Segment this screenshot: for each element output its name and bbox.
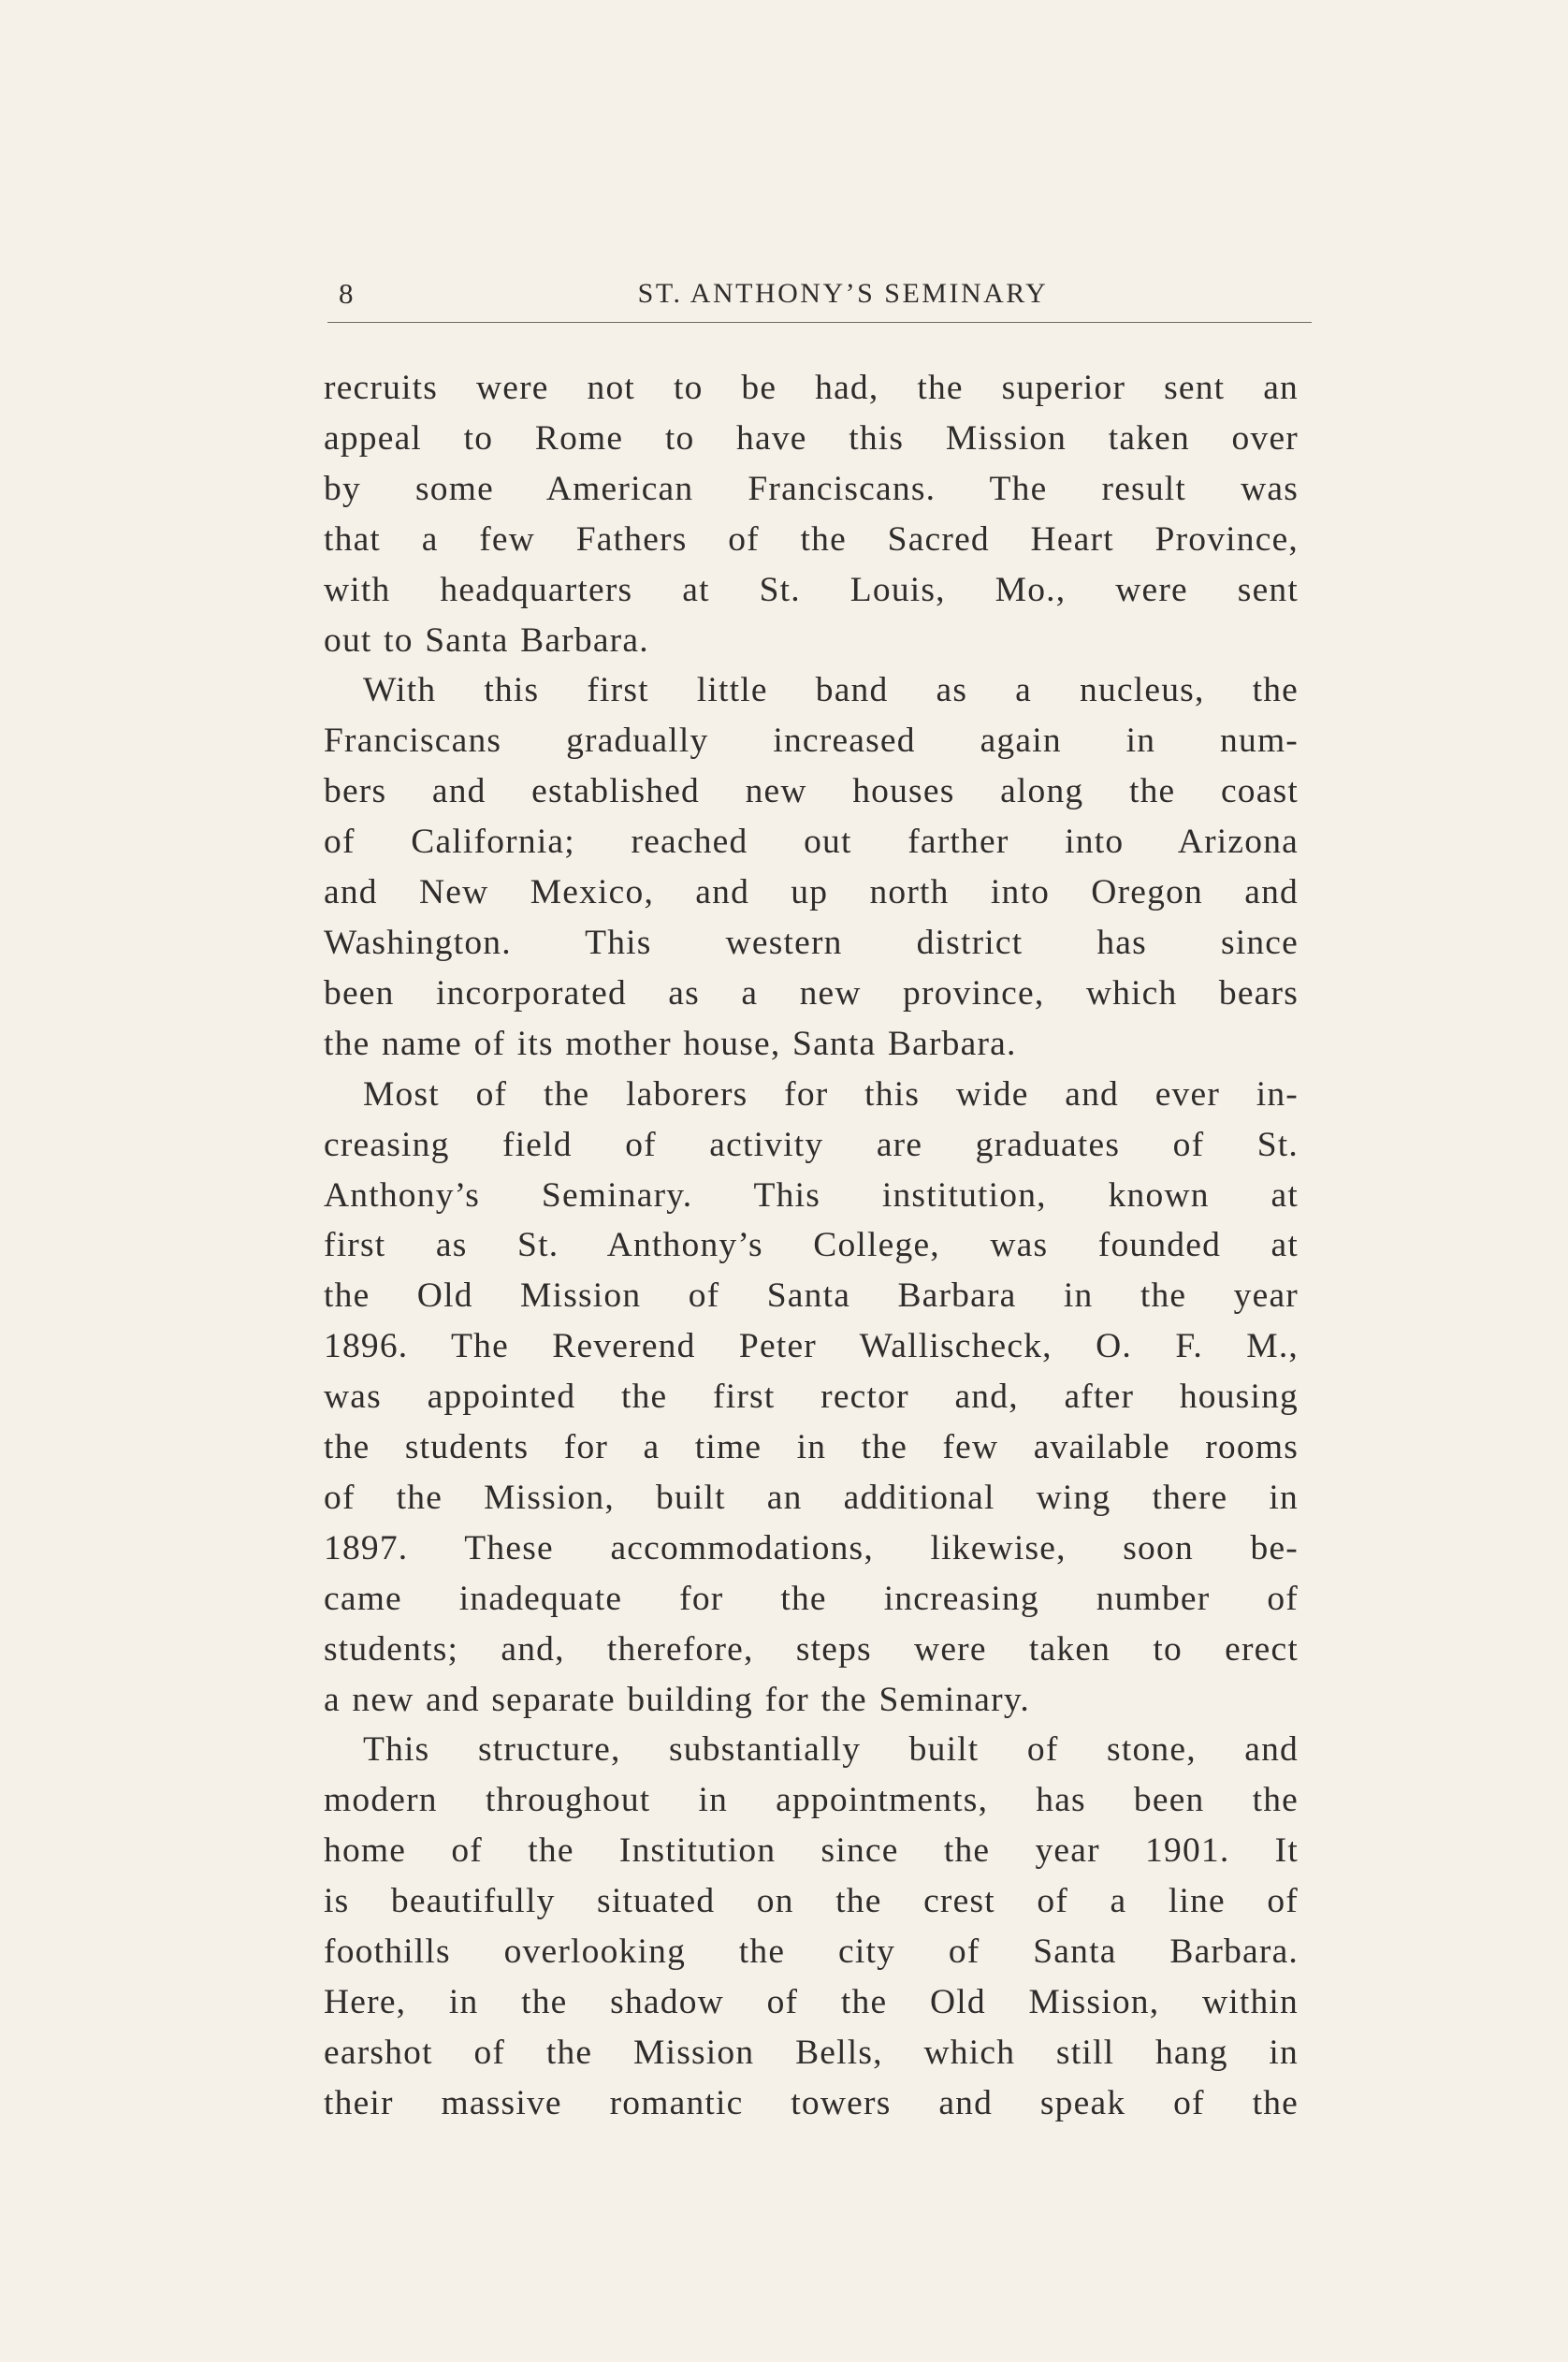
text-line: Most of the laborers for this wide and ever in- — [363, 1074, 1299, 1114]
text-line: was appointed the first rector and, after housing — [324, 1378, 1299, 1417]
text-line: earshot of the Mission Bells, which still hang in — [324, 2033, 1299, 2072]
text-line: modern throughout in appointments, has been the — [324, 1781, 1299, 1820]
text-line: home of the Institution since the year 1901. It — [324, 1831, 1299, 1871]
text-line: foothills overlooking the city of Santa Barbara. — [324, 1932, 1299, 1972]
text-line: their massive romantic towers and speak of the — [324, 2083, 1299, 2122]
text-line: came inadequate for the increasing number of — [324, 1579, 1299, 1618]
text-line: Anthony’s Seminary. This institution, known at — [324, 1175, 1299, 1215]
page-number: 8 — [339, 277, 355, 310]
text-line: of the Mission, built an additional wing there in — [324, 1478, 1299, 1517]
text-line: been incorporated as a new province, which bears — [324, 973, 1299, 1013]
text-line: students; and, therefore, steps were taken to erect — [324, 1629, 1299, 1669]
text-line: first as St. Anthony’s College, was founded at — [324, 1226, 1299, 1265]
text-line: is beautifully situated on the crest of a line of — [324, 1882, 1299, 1921]
text-line: out to Santa Barbara. — [324, 620, 649, 660]
text-line: Here, in the shadow of the Old Mission, within — [324, 1983, 1299, 2021]
running-head: ST. ANTHONY’S SEMINARY — [637, 278, 1049, 309]
paragraph-1 — [324, 363, 1299, 665]
text-line: appeal to Rome to have this Mission taken over — [324, 418, 1299, 458]
text-line: recruits were not to be had, the superior sent an — [324, 369, 1299, 407]
text-line: This structure, substantially built of stone, and — [363, 1730, 1299, 1770]
text-line: and New Mexico, and up north into Oregon and — [324, 873, 1299, 912]
text-line: Franciscans gradually increased again in num- — [324, 722, 1299, 761]
paragraph-2-cont — [324, 716, 1299, 1069]
paragraph-2 — [324, 665, 1299, 716]
body-text — [324, 363, 1299, 2129]
paragraph-3 — [324, 1070, 1299, 1120]
text-line: of California; reached out farther into Arizona — [324, 823, 1299, 862]
text-line: with headquarters at St. Louis, Mo., were sent — [324, 570, 1299, 609]
text-line: the Old Mission of Santa Barbara in the year — [324, 1276, 1299, 1316]
paragraph-4 — [324, 1725, 1299, 1775]
text-line: by some American Franciscans. The result was — [324, 469, 1299, 508]
text-line: the name of its mother house, Santa Barbara. — [324, 1024, 1017, 1063]
paragraph-4-cont — [324, 1775, 1299, 2128]
text-line: creasing field of activity are graduates of St. — [324, 1125, 1299, 1164]
text-line: the students for a time in the few available rooms — [324, 1428, 1299, 1467]
text-line: 1896. The Reverend Peter Wallischeck, O. F. M., — [324, 1327, 1299, 1366]
text-line: a new and separate building for the Seminary. — [324, 1680, 1030, 1719]
text-line: Washington. This western district has since — [324, 923, 1299, 962]
text-line: 1897. These accommodations, likewise, soon be- — [324, 1528, 1299, 1567]
paragraph-3-cont — [324, 1120, 1299, 1726]
text-line: that a few Fathers of the Sacred Heart Province, — [324, 519, 1299, 559]
text-line: bers and established new houses along the coast — [324, 772, 1299, 811]
page-header — [327, 273, 1312, 323]
text-line: With this first little band as a nucleus, the — [363, 671, 1299, 710]
